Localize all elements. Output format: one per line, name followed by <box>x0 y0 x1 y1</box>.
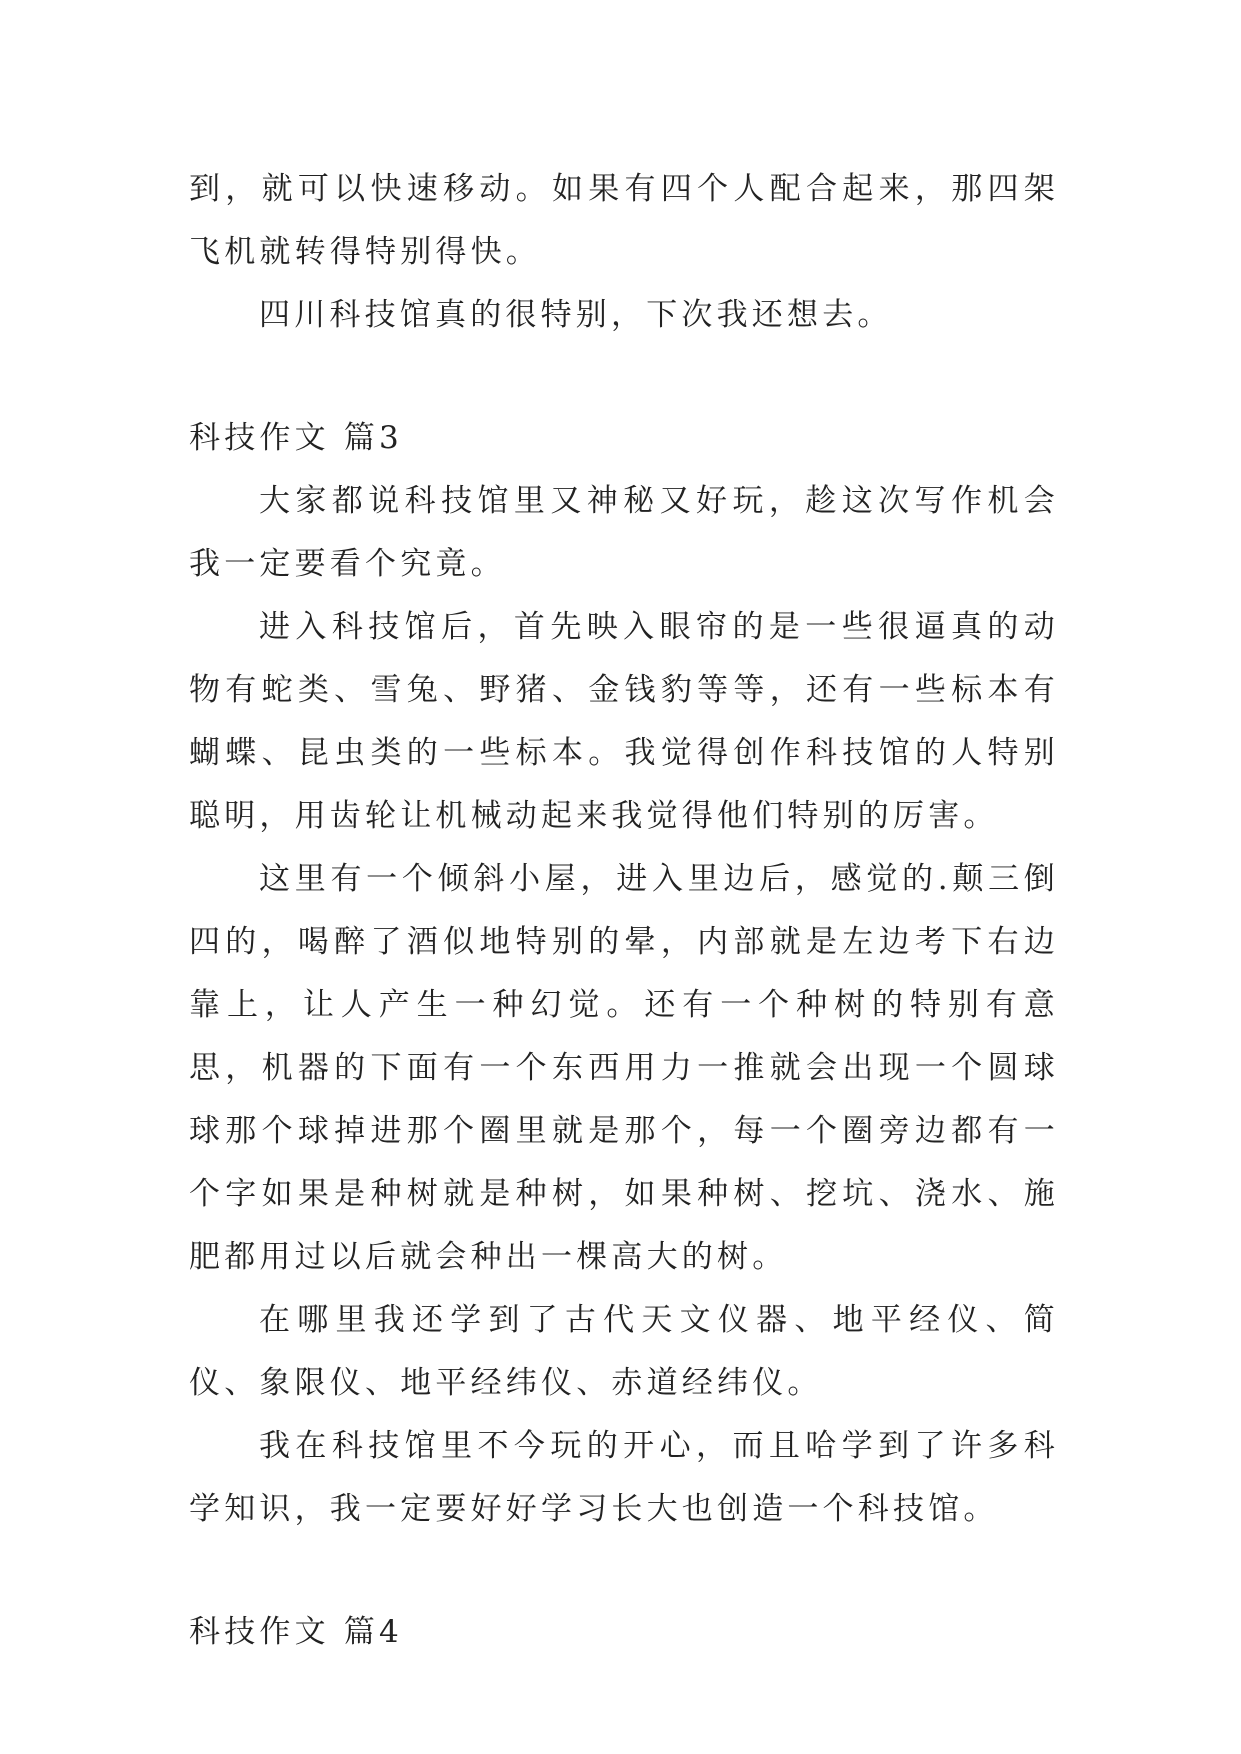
section-heading: 科技作文 篇4 <box>189 1614 403 1650</box>
paragraph: 到，就可以快速移动。如果有四个人配合起来，那四架飞机就转得特别得快。 <box>189 171 1059 270</box>
document-body <box>189 158 1059 1664</box>
paragraph: 在哪里我还学到了古代天文仪器、地平经仪、简仪、象限仪、地平经纬仪、赤道经纬仪。 <box>189 1302 1059 1401</box>
section-heading: 科技作文 篇3 <box>189 420 403 456</box>
paragraph: 我在科技馆里不今玩的开心，而且哈学到了许多科学知识，我一定要好好学习长大也创造一个科技馆。 <box>189 1428 1059 1527</box>
paragraph: 进入科技馆后，首先映入眼帘的是一些很逼真的动物有蛇类、雪兔、野猪、金钱豹等等，还有一些标本有蝴蝶、昆虫类的一些标本。我觉得创作科技馆的人特别聪明，用齿轮让机械动起来我觉得他们特别的厉害。 <box>189 609 1059 834</box>
paragraph: 这里有一个倾斜小屋，进入里边后，感觉的.颠三倒四的，喝醉了酒似地特别的晕，内部就是左边考下右边靠上，让人产生一种幻觉。还有一个种树的特别有意思，机器的下面有一个东西用力一推就会出现一个圆球球那个球掉进那个圈里就是那个，每一个圈旁边都有一个字如果是种树就是种树，如果种树、挖坑、浇水、施肥都用过以后就会种出一棵高大的树。 <box>189 861 1059 1275</box>
paragraph: 大家都说科技馆里又神秘又好玩，趁这次写作机会我一定要看个究竟。 <box>189 483 1059 582</box>
paragraph: 四川科技馆真的很特别，下次我还想去。 <box>259 297 893 333</box>
